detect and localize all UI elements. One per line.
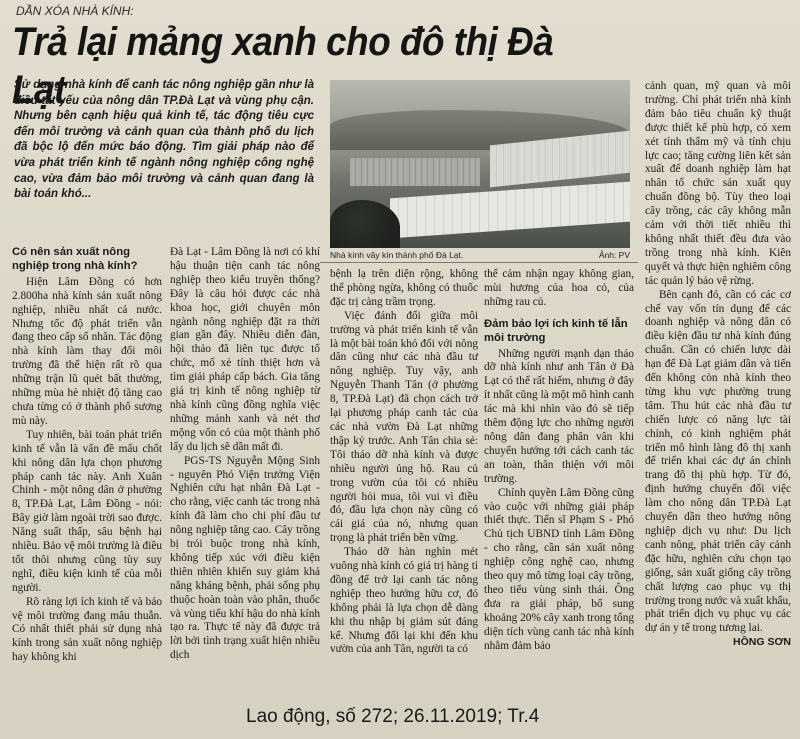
paragraph: Bên cạnh đó, cần có các cơ chế vay vốn tín dụng để các doanh nghiệp và nông dân có điều kiện đầu tư nhà kính đúng chuẩn. Cần có chiến lược dài hạn để Đà Lạt giảm dần và tiến đến không còn nhà kính theo từng khu vực phường trung tâm. Thu hút các nhà đầu tư chiến lược có năng lực tài chính, có kinh nghiệm phát triển mô hình làng đô thị xanh để triển khai các dự án chỉnh trang đô thị phù hợp. Từ đó, định hướng chuyển đổi việc làm cho nông dân TP.Đà Lạt chuyển dần theo hướng nông nghiệp dịch vụ như: Du lịch canh nông, phát triển cây cảnh đặc hữu, nghiên cứu chọn tạo giống, sản xuất giống cây trồng chất lượng cao phục vụ thị trường trong nước và xuất khẩu, phát triển dịch vụ phục vụ các dự án y tế trong tương lai.: [645, 288, 791, 635]
photo-caption: Nhà kính vây kín thành phố Đà Lạt.: [330, 250, 464, 260]
paragraph: Việc đánh đổi giữa môi trường và phát triển kinh tế vẫn là một bài toán khó đối với nông dân cũng như các nhà đầu tư nông nghiệp. Tuy vậy, anh Nguyễn Thanh Tân (ở phường 8, TP.Đà Lạt) đã chọn cách trở lại phương pháp canh tác của các nhà vườn Đà Lạt những thập kỷ trước. Anh Tân chia sẻ: Tôi tháo dỡ nhà kính và được nhiều người ủng hộ. Rau củ trong vườn của tôi có nhiều người hỏi mua, tôi vui vì điều đó, đầu lựa chọn này cũng có cái giá của nó, nhưng quan trọng là phát triển bền vững.: [330, 309, 478, 545]
paragraph: bệnh lạ trên diện rộng, không thể phòng ngừa, không có thuốc đặc trị càng trầm trọng.: [330, 268, 478, 308]
section-heading: Có nên sản xuất nông nghiệp trong nhà kính?: [12, 246, 138, 272]
paragraph: Tuy nhiên, bài toán phát triển kinh tế vẫn là vấn đề mấu chốt khi nông dân lựa chọn phương pháp canh tác này. Anh Xuân Chinh - một nông dân ở phường 8, TP.Đà Lạt, Lâm Đồng - nói: Bây giờ làm ngoài trời sao được. Năng suất thấp, sâu bệnh hại nhiều. Bảo vệ môi trường là điều tốt thôi nhưng cũng tùy suy nghĩ, điều kiện kinh tế của mỗi người.: [12, 428, 162, 594]
paragraph: Đà Lạt - Lâm Đồng là nơi có khí hậu thuận tiện canh tác nông nghiệp theo kiểu truyền thống? Đây là câu hỏi được các nhà khoa học, giới chuyên môn ngành nông nghiệp đặt ra thời gian gần đây. Nhiều diễn đàn, hội thảo đã liên tục được tổ chức, mổ xẻ tính thiệt hơn và tìm giải pháp cấp bách. Gia tăng giá trị kinh tế nông nghiệp từ nhà kính cũng đồng nghĩa việc những mảnh xanh và nét thơ mộng vốn có của một thành phố lấy du lịch sẽ dần mất đi.: [170, 246, 320, 453]
photo-credit: Ảnh: PV: [598, 250, 630, 260]
paragraph: Những người mạnh dạn tháo dỡ nhà kính như anh Tân ở Đà Lạt có thể rất hiếm, nhưng ở đây ít nhất cũng là một mô hình canh tác mà khi nhìn vào đó sẽ tiếp thêm động lực cho những người nông dân đang phân vân khi chuyển hướng tới cách canh tác an toàn, thân thiện với môi trường.: [484, 347, 634, 485]
article-lead: Sử dụng nhà kính để canh tác nông nghiệp gần như là điều tất yếu của nông dân TP.Đà Lạt và vùng phụ cận. Nhưng bên cạnh hiệu quả kinh tế, tác động tiêu cực đến môi trường và cảnh quan của thành phố du lịch đã bộc lộ đến mức báo động. Tìm giải pháp nào để vừa phát triển kinh tế ngành nông nghiệp công nghệ cao, vừa đảm bảo môi trường và cảnh quan đang là bài toán khó...: [14, 79, 314, 201]
divider: [320, 262, 638, 263]
column-3: [330, 268, 478, 657]
paragraph: Chính quyền Lâm Đồng cũng vào cuộc với những giải pháp thiết thực. Tiến sĩ Phạm S - Phó Chủ tịch UBND tỉnh Lâm Đồng - cho rằng, cần sản xuất nông nghiệp công nghệ cao, nhưng theo quy mô từng loại cây trồng, theo tiểu vùng sinh thái. Ông đưa ra giải pháp, bổ sung khoảng 20% cây xanh trong tổng diện tích vùng canh tác nhà kính nhằm đảm bảo: [484, 486, 634, 652]
article-kicker: DẦN XÓA NHÀ KÍNH:: [16, 4, 134, 18]
column-1: [12, 246, 162, 665]
author-signature: HỒNG SƠN: [733, 636, 791, 649]
paragraph: thể cảm nhận ngay không gian, mùi hương của hoa cỏ, của những rau củ.: [484, 268, 634, 308]
paragraph: Rõ ràng lợi ích kinh tế và bảo vệ môi trường đang mâu thuẫn. Có nhất thiết phải sử dụng nhà kính trong sản xuất nông nghiệp hay không khi: [12, 595, 162, 664]
section-heading: Đảm bảo lợi ích kinh tế lẫn môi trường: [484, 317, 628, 344]
paragraph: PGS-TS Nguyễn Mộng Sinh - nguyên Phó Viện trưởng Viện Nghiên cứu hạt nhân Đà Lạt - cho rằng, việc canh tác trong nhà kính đã làm cho chi phí đầu tư nông nghiệp tăng cao. Cây trồng bị trói buộc trong nhà kính, không tiếp xúc với điều kiện thiên nhiên khiến suy giảm khả năng kháng bệnh, phải sống phụ thuộc hoàn toàn vào phân, thuốc và vùng tiểu khí hậu do nhà kính tạo ra. Thực tế này đã được trả lời bởi tình trạng xuất hiện nhiều dịch: [170, 454, 320, 662]
column-2: [170, 246, 320, 663]
greenhouse-photo: [330, 80, 630, 248]
paragraph: Hiện Lâm Đồng có hơn 2.800ha nhà kính sản xuất nông nghiệp, nhiều nhất cả nước. Nhưng tốc độ phát triển vẫn đang theo cấp số nhân. Tác động nhà kính làm thay đổi môi trường đã thể hiện rất rõ qua những trận lũ quét bất thường, những mùa hè nhiệt độ tăng cao chưa từng có ở thành phố sương mù này.: [12, 275, 162, 427]
paragraph: cảnh quan, mỹ quan và môi trường. Chỉ phát triển nhà kính đảm bảo tiêu chuẩn kỹ thuật được thiết kế phù hợp, có xem xét tính thẩm mỹ và tính chịu lực cao; tăng cường liên kết sản xuất để doanh nghiệp làm hạt nhân tổ chức sản xuất quy chuẩn đồng bộ. Tùy theo loại cây trồng, các cây không mẫn cảm với thời tiết nhiều thì không nhất thiết đều đưa vào trồng trong nhà kính. Kiên quyết và thực hiện nghiêm công tác quản lý bảo vệ rừng.: [645, 80, 791, 287]
paragraph: Tháo dỡ hàn nghìn mét vuông nhà kính có giá trị hàng tỉ đồng để trở lại canh tác nông nghiệp theo hướng hữu cơ, đó không phải là lựa chọn dễ dàng khi thu nhập bị giảm sút đáng kể. Nhưng đổi lại khi đến khu vườn của anh Tân, người ta có: [330, 546, 478, 656]
article-headline: Trả lại mảng xanh cho đô thị Đà Lạt: [12, 20, 554, 112]
source-citation: Lao động, số 272; 26.11.2019; Tr.4: [246, 706, 540, 727]
photo-caption-row: [330, 250, 630, 260]
column-5: [645, 80, 791, 650]
column-4: [484, 268, 634, 653]
